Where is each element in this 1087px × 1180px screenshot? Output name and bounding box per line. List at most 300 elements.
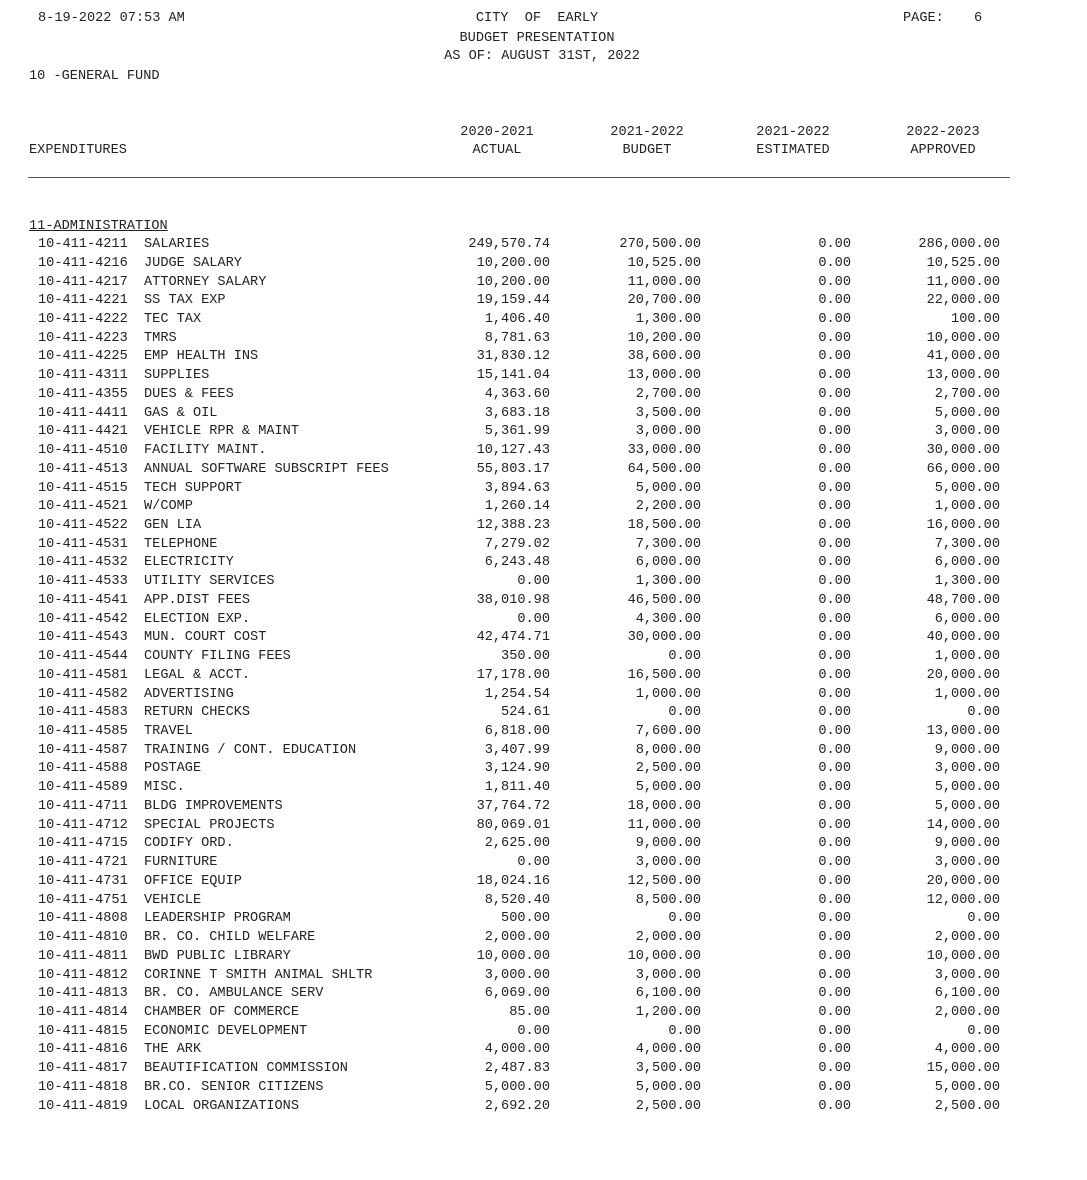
approved-value: 1,000.00 [934,686,1000,702]
actual-value: 18,024.16 [476,873,550,889]
table-row [0,705,1087,723]
account-description: CHAMBER OF COMMERCE [144,1004,299,1020]
account-number: 10-411-4355 [38,386,128,402]
budget-value: 5,000.00 [635,1079,701,1095]
account-number: 10-411-4533 [38,574,128,590]
table-row [0,818,1087,836]
budget-value: 11,000.00 [627,274,701,290]
account-number: 10-411-4531 [38,536,128,552]
account-number: 10-411-4810 [38,930,128,945]
budget-label-header: BUDGET [622,143,672,158]
table-row [0,593,1087,611]
account-number: 10-411-4510 [38,443,128,458]
actual-value: 55,803.17 [476,461,550,477]
account-number: 10-411-4544 [38,649,128,665]
account-description: FURNITURE [144,855,218,871]
actual-value: 1,254.54 [484,686,550,702]
actual-value: 4,363.60 [484,386,550,402]
estimated-value: 0.00 [818,443,851,458]
table-row [0,387,1087,405]
account-number: 10-411-4532 [38,555,128,571]
approved-value: 3,000.00 [934,967,1000,983]
actual-value: 6,243.48 [484,555,550,571]
estimated-value: 0.00 [818,536,851,552]
account-description: TELEPHONE [144,536,218,552]
account-description: POSTAGE [144,761,202,777]
estimated-value: 0.00 [818,686,851,702]
table-row [0,574,1087,592]
account-number: 10-411-4731 [38,873,128,889]
budget-value: 3,000.00 [635,855,701,871]
approved-value: 5,000.00 [934,780,1000,796]
approved-value: 9,000.00 [934,742,1000,758]
estimated-label-header: ESTIMATED [756,143,830,158]
approved-value: 5,000.00 [934,798,1000,814]
estimated-value: 0.00 [818,967,851,983]
approved-value: 13,000.00 [926,724,1000,739]
approved-value: 2,500.00 [934,1098,1000,1114]
budget-value: 0.00 [668,649,701,665]
estimated-value: 0.00 [818,798,851,814]
actual-value: 3,683.18 [484,405,550,421]
table-row [0,275,1087,293]
actual-value: 10,000.00 [476,948,550,964]
estimated-value: 0.00 [818,461,851,477]
budget-value: 38,600.00 [627,349,701,365]
budget-value: 4,300.00 [635,611,701,627]
approved-value: 13,000.00 [926,368,1000,384]
table-row [0,893,1087,911]
table-row [0,1099,1087,1117]
account-description: LEADERSHIP PROGRAM [144,911,291,927]
approved-value: 30,000.00 [926,443,1000,458]
table-row [0,537,1087,555]
approved-value: 9,000.00 [934,836,1000,852]
account-number: 10-411-4816 [38,1042,128,1058]
estimated-value: 0.00 [818,892,851,908]
estimated-value: 0.00 [818,630,851,646]
table-row [0,555,1087,573]
account-number: 10-411-4583 [38,705,128,721]
approved-value: 6,000.00 [934,611,1000,627]
actual-value: 37,764.72 [476,798,550,814]
actual-value: 2,487.83 [484,1061,550,1077]
account-number: 10-411-4751 [38,892,128,908]
account-number: 10-411-4587 [38,742,128,758]
table-row [0,630,1087,648]
approved-value: 3,000.00 [934,855,1000,871]
account-description: GEN LIA [144,518,202,533]
account-number: 10-411-4721 [38,855,128,871]
actual-value: 10,200.00 [476,274,550,290]
account-number: 10-411-4813 [38,986,128,1002]
estimated-value: 0.00 [818,817,851,833]
account-number: 10-411-4216 [38,255,128,271]
budget-value: 1,000.00 [635,686,701,702]
account-description: BR. CO. AMBULANCE SERV [144,986,324,1002]
account-number: 10-411-4712 [38,817,128,833]
budget-value: 7,600.00 [635,724,701,739]
table-row [0,1005,1087,1023]
account-description: LEGAL & ACCT. [144,667,251,683]
account-description: W/COMP [144,499,193,515]
estimated-value: 0.00 [818,311,851,327]
approved-value: 286,000.00 [918,237,1000,252]
approved-value: 1,000.00 [934,649,1000,665]
approved-value: 5,000.00 [934,405,1000,421]
actual-value: 0.00 [517,611,550,627]
account-description: ATTORNEY SALARY [144,274,267,290]
table-row [0,911,1087,929]
estimated-value: 0.00 [818,930,851,945]
approved-value: 41,000.00 [926,349,1000,365]
account-number: 10-411-4513 [38,461,128,477]
estimated-value: 0.00 [818,724,851,739]
estimated-value: 0.00 [818,499,851,515]
approved-value: 4,000.00 [934,1042,1000,1058]
estimated-value: 0.00 [818,1098,851,1114]
budget-value: 30,000.00 [627,630,701,646]
table-row [0,331,1087,349]
actual-value: 15,141.04 [476,368,550,384]
estimated-value: 0.00 [818,555,851,571]
approved-value: 7,300.00 [934,536,1000,552]
actual-value: 0.00 [517,855,550,871]
budget-value: 16,500.00 [627,667,701,683]
estimated-value: 0.00 [818,1004,851,1020]
approved-value: 48,700.00 [926,592,1000,608]
budget-value: 10,200.00 [627,330,701,346]
actual-value: 0.00 [517,574,550,590]
account-number: 10-411-4808 [38,911,128,927]
table-row [0,1024,1087,1042]
estimated-value: 0.00 [818,705,851,721]
approved-value: 10,000.00 [926,330,1000,346]
budget-value: 12,500.00 [627,873,701,889]
estimated-value: 0.00 [818,1061,851,1077]
budget-value: 4,000.00 [635,1042,701,1058]
account-number: 10-411-4541 [38,592,128,608]
account-description: VEHICLE RPR & MAINT [144,424,299,440]
estimated-value: 0.00 [818,330,851,346]
budget-value: 2,200.00 [635,499,701,515]
approved-value: 11,000.00 [926,274,1000,290]
estimated-value: 0.00 [818,574,851,590]
approved-value: 20,000.00 [926,873,1000,889]
budget-value: 11,000.00 [627,817,701,833]
account-number: 10-411-4411 [38,405,128,421]
section-title: 11-ADMINISTRATION [29,219,168,234]
table-row [0,481,1087,499]
approved-value: 100.00 [951,311,1000,327]
actual-value: 6,818.00 [484,724,550,739]
estimated-value: 0.00 [818,349,851,365]
actual-value: 6,069.00 [484,986,550,1002]
estimated-value: 0.00 [818,761,851,777]
table-row [0,780,1087,798]
account-description: ADVERTISING [144,686,234,702]
budget-value: 10,525.00 [627,255,701,271]
table-row [0,293,1087,311]
actual-value: 4,000.00 [484,1042,550,1058]
account-number: 10-411-4543 [38,630,128,646]
actual-value: 42,474.71 [476,630,550,646]
table-row [0,968,1087,986]
actual-value: 1,260.14 [484,499,550,515]
account-description: GAS & OIL [144,405,218,421]
actual-value: 3,124.90 [484,761,550,777]
estimated-value: 0.00 [818,836,851,852]
account-description: OFFICE EQUIP [144,873,242,889]
page-label: PAGE: [903,11,944,26]
table-row [0,499,1087,517]
approved-value: 5,000.00 [934,480,1000,496]
account-description: CODIFY ORD. [144,836,234,852]
budget-value: 20,700.00 [627,293,701,309]
page-number: 6 [974,11,983,26]
table-row [0,518,1087,536]
table-row [0,649,1087,667]
budget-value: 1,200.00 [635,1004,701,1020]
actual-value: 31,830.12 [476,349,550,365]
actual-value: 2,000.00 [484,930,550,945]
budget-value: 5,000.00 [635,780,701,796]
actual-value: 12,388.23 [476,518,550,533]
approved-value: 66,000.00 [926,461,1000,477]
report-datetime: 8-19-2022 07:53 AM [38,11,185,26]
table-row [0,743,1087,761]
estimated-value: 0.00 [818,405,851,421]
actual-year-header: 2020-2021 [460,125,534,140]
account-number: 10-411-4817 [38,1061,128,1077]
actual-value: 8,781.63 [484,330,550,346]
account-description: MISC. [144,780,185,796]
estimated-value: 0.00 [818,368,851,384]
budget-value: 9,000.00 [635,836,701,852]
approved-year-header: 2022-2023 [906,125,980,140]
estimated-value: 0.00 [818,855,851,871]
budget-value: 8,500.00 [635,892,701,908]
actual-label-header: ACTUAL [472,143,522,158]
estimated-value: 0.00 [818,592,851,608]
approved-value: 0.00 [967,911,1000,927]
approved-value: 1,000.00 [934,499,1000,515]
account-number: 10-411-4581 [38,667,128,683]
budget-value: 8,000.00 [635,742,701,758]
table-row [0,986,1087,1004]
account-description: BR. CO. CHILD WELFARE [144,930,316,945]
budget-value: 2,700.00 [635,386,701,402]
approved-value: 20,000.00 [926,667,1000,683]
table-row [0,687,1087,705]
actual-value: 3,894.63 [484,480,550,496]
table-row [0,612,1087,630]
account-description: MUN. COURT COST [144,630,267,646]
estimated-year-header: 2021-2022 [756,125,830,140]
account-number: 10-411-4421 [38,424,128,440]
report-as-of: AS OF: AUGUST 31ST, 2022 [444,49,640,64]
account-description: ANNUAL SOFTWARE SUBSCRIPT FEES [144,461,389,477]
approved-value: 22,000.00 [926,293,1000,309]
actual-value: 17,178.00 [476,667,550,683]
account-description: SPECIAL PROJECTS [144,817,275,833]
account-description: ELECTRICITY [144,555,234,571]
estimated-value: 0.00 [818,1042,851,1058]
account-description: EMP HEALTH INS [144,349,259,365]
account-number: 10-411-4225 [38,349,128,365]
approved-value: 2,700.00 [934,386,1000,402]
approved-label-header: APPROVED [910,143,976,158]
account-number: 10-411-4815 [38,1023,128,1039]
approved-value: 10,000.00 [926,948,1000,964]
account-description: SS TAX EXP [144,293,226,309]
table-row [0,424,1087,442]
account-description: BWD PUBLIC LIBRARY [144,948,291,964]
table-row [0,462,1087,480]
table-row [0,349,1087,367]
account-description: TEC TAX [144,311,202,327]
actual-value: 10,200.00 [476,255,550,271]
table-row [0,1042,1087,1060]
account-number: 10-411-4211 [38,237,128,252]
account-number: 10-411-4588 [38,761,128,777]
estimated-value: 0.00 [818,386,851,402]
account-number: 10-411-4522 [38,518,128,533]
account-description: LOCAL ORGANIZATIONS [144,1098,299,1114]
account-description: THE ARK [144,1042,202,1058]
approved-value: 15,000.00 [926,1061,1000,1077]
account-number: 10-411-4217 [38,274,128,290]
table-row [0,724,1087,742]
approved-value: 12,000.00 [926,892,1000,908]
account-description: BR.CO. SENIOR CITIZENS [144,1079,324,1095]
budget-value: 33,000.00 [627,443,701,458]
budget-value: 6,100.00 [635,986,701,1002]
actual-value: 350.00 [501,649,550,665]
actual-value: 85.00 [509,1004,550,1020]
approved-value: 2,000.00 [934,1004,1000,1020]
budget-value: 6,000.00 [635,555,701,571]
actual-value: 1,811.40 [484,780,550,796]
actual-value: 8,520.40 [484,892,550,908]
account-description: TMRS [144,330,177,346]
table-row [0,668,1087,686]
budget-value: 46,500.00 [627,592,701,608]
table-row [0,949,1087,967]
approved-value: 5,000.00 [934,1079,1000,1095]
budget-value: 0.00 [668,911,701,927]
account-description: RETURN CHECKS [144,705,251,721]
account-number: 10-411-4585 [38,724,128,739]
estimated-value: 0.00 [818,480,851,496]
account-description: BEAUTIFICATION COMMISSION [144,1061,348,1077]
approved-value: 40,000.00 [926,630,1000,646]
budget-value: 2,000.00 [635,930,701,945]
estimated-value: 0.00 [818,424,851,440]
budget-value: 64,500.00 [627,461,701,477]
actual-value: 3,407.99 [484,742,550,758]
budget-value: 18,500.00 [627,518,701,533]
approved-value: 6,100.00 [934,986,1000,1002]
table-row [0,312,1087,330]
account-number: 10-411-4814 [38,1004,128,1020]
actual-value: 19,159.44 [476,293,550,309]
budget-value: 270,500.00 [619,237,701,252]
table-row [0,930,1087,948]
account-description: FACILITY MAINT. [144,443,267,458]
account-description: CORINNE T SMITH ANIMAL SHLTR [144,967,373,983]
budget-value: 3,500.00 [635,1061,701,1077]
estimated-value: 0.00 [818,780,851,796]
actual-value: 1,406.40 [484,311,550,327]
account-number: 10-411-4818 [38,1079,128,1095]
account-number: 10-411-4812 [38,967,128,983]
budget-value: 3,000.00 [635,424,701,440]
account-number: 10-411-4222 [38,311,128,327]
actual-value: 3,000.00 [484,967,550,983]
account-description: COUNTY FILING FEES [144,649,291,665]
account-number: 10-411-4819 [38,1098,128,1114]
budget-value: 3,500.00 [635,405,701,421]
account-description: SALARIES [144,237,210,252]
approved-value: 0.00 [967,1023,1000,1039]
table-row [0,761,1087,779]
expenditures-header: EXPENDITURES [29,143,127,158]
budget-value: 5,000.00 [635,480,701,496]
budget-year-header: 2021-2022 [610,125,684,140]
approved-value: 3,000.00 [934,424,1000,440]
budget-value: 2,500.00 [635,1098,701,1114]
estimated-value: 0.00 [818,237,851,252]
actual-value: 0.00 [517,1023,550,1039]
table-row [0,1061,1087,1079]
estimated-value: 0.00 [818,948,851,964]
estimated-value: 0.00 [818,911,851,927]
account-description: UTILITY SERVICES [144,574,275,590]
estimated-value: 0.00 [818,667,851,683]
account-description: VEHICLE [144,892,202,908]
approved-value: 1,300.00 [934,574,1000,590]
account-number: 10-411-4811 [38,948,128,964]
estimated-value: 0.00 [818,293,851,309]
estimated-value: 0.00 [818,986,851,1002]
budget-value: 7,300.00 [635,536,701,552]
approved-value: 3,000.00 [934,761,1000,777]
header-divider [28,177,1010,178]
budget-value: 13,000.00 [627,368,701,384]
account-description: ELECTION EXP. [144,611,251,627]
account-description: DUES & FEES [144,386,234,402]
actual-value: 2,625.00 [484,836,550,852]
table-row [0,1080,1087,1098]
budget-value: 1,300.00 [635,311,701,327]
estimated-value: 0.00 [818,518,851,533]
budget-value: 3,000.00 [635,967,701,983]
budget-value: 18,000.00 [627,798,701,814]
table-row [0,256,1087,274]
account-description: JUDGE SALARY [144,255,242,271]
account-description: TRAINING / CONT. EDUCATION [144,742,357,758]
approved-value: 0.00 [967,705,1000,721]
account-number: 10-411-4589 [38,780,128,796]
account-number: 10-411-4715 [38,836,128,852]
table-row [0,237,1087,255]
budget-value: 0.00 [668,1023,701,1039]
approved-value: 2,000.00 [934,930,1000,945]
estimated-value: 0.00 [818,611,851,627]
actual-value: 5,000.00 [484,1079,550,1095]
table-row [0,368,1087,386]
